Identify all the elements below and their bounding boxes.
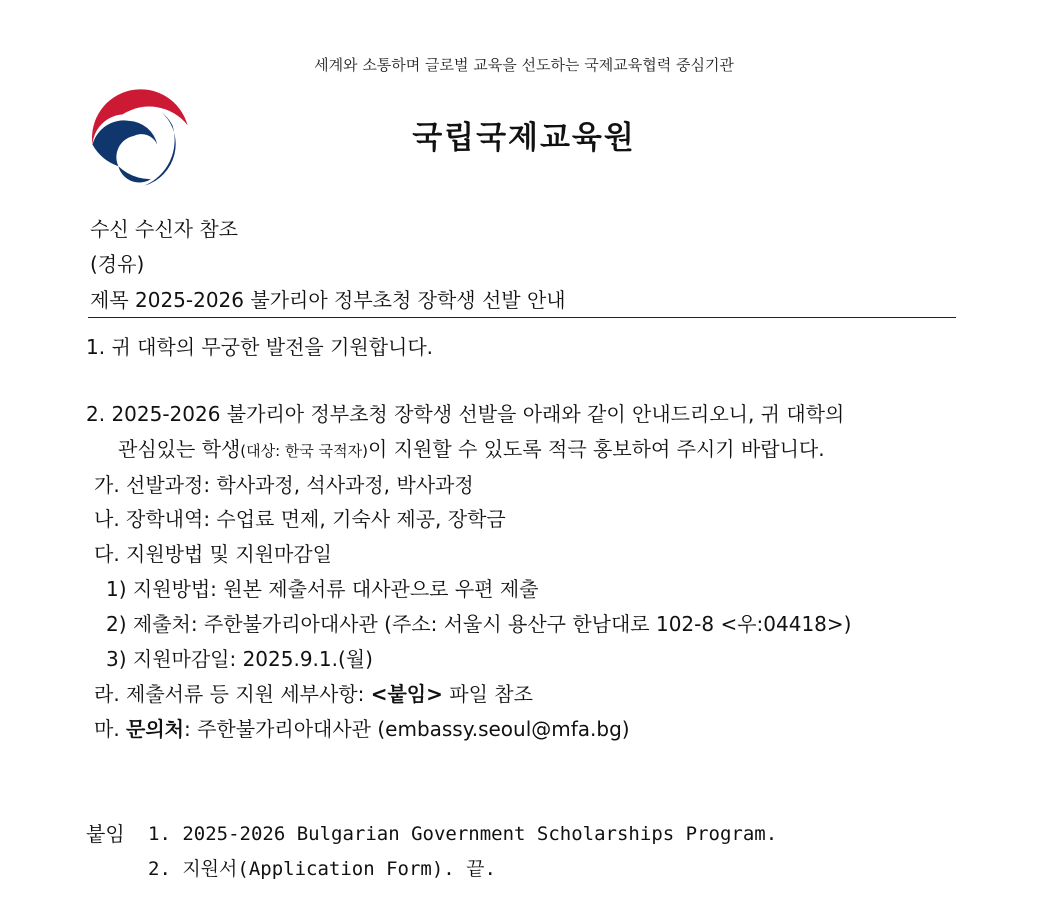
item-ma-prefix: 마. (94, 717, 127, 741)
via-line: (경유) (90, 252, 145, 276)
attachment-item-2: 2. 지원서(Application Form). 끝. (148, 858, 496, 880)
subject-line: 제목 2025-2026 불가리아 정부초청 장학생 선발 안내 (90, 288, 566, 312)
paragraph-1: 1. 귀 대학의 무궁한 발전을 기원합니다. (86, 335, 434, 359)
slogan: 세계와 소통하며 글로벌 교육을 선도하는 국제교육협력 중심기관 (314, 56, 734, 74)
target-note: (대상: 한국 국적자) (240, 442, 369, 460)
item-ga: 가. 선발과정: 학사과정, 석사과정, 박사과정 (94, 473, 474, 497)
paragraph-2-text-b: 이 지원할 수 있도록 적극 홍보하여 주시기 바랍니다. (368, 437, 825, 461)
item-ma-suffix: : 주한불가리아대사관 (embassy.seoul@mfa.bg) (184, 717, 630, 741)
item-ra (94, 681, 533, 707)
item-da-2: 2) 제출처: 주한불가리아대사관 (주소: 서울시 용산구 한남대로 102-8 <우:04418>) (106, 612, 852, 636)
paragraph-2-line2 (118, 436, 825, 464)
organization-name: 국립국제교육원 (412, 120, 636, 156)
subject-divider (88, 317, 956, 318)
contact-label: 문의처 (126, 717, 185, 741)
paragraph-2-text-a: 관심있는 학생 (118, 437, 241, 461)
attachments-label: 붙임 (86, 822, 125, 846)
item-na: 나. 장학내역: 수업료 면제, 기숙사 제공, 장학금 (94, 507, 506, 531)
item-ra-prefix: 라. 제출서류 등 지원 세부사항: (94, 682, 371, 706)
attachment-item-1: 1. 2025-2026 Bulgarian Government Scholarships Program. (148, 823, 778, 845)
attachment-reference: <붙임> (370, 682, 443, 706)
item-ra-suffix: 파일 참조 (442, 682, 533, 706)
paragraph-2-line1: 2. 2025-2026 불가리아 정부초청 장학생 선발을 아래와 같이 안내드리오니, 귀 대학의 (86, 402, 845, 426)
item-ma (94, 716, 630, 742)
item-da: 다. 지원방법 및 지원마감일 (94, 542, 332, 566)
item-da-1: 1) 지원방법: 원본 제출서류 대사관으로 우편 제출 (106, 577, 539, 601)
item-da-3: 3) 지원마감일: 2025.9.1.(월) (106, 647, 373, 671)
recipient-line: 수신 수신자 참조 (90, 217, 238, 241)
